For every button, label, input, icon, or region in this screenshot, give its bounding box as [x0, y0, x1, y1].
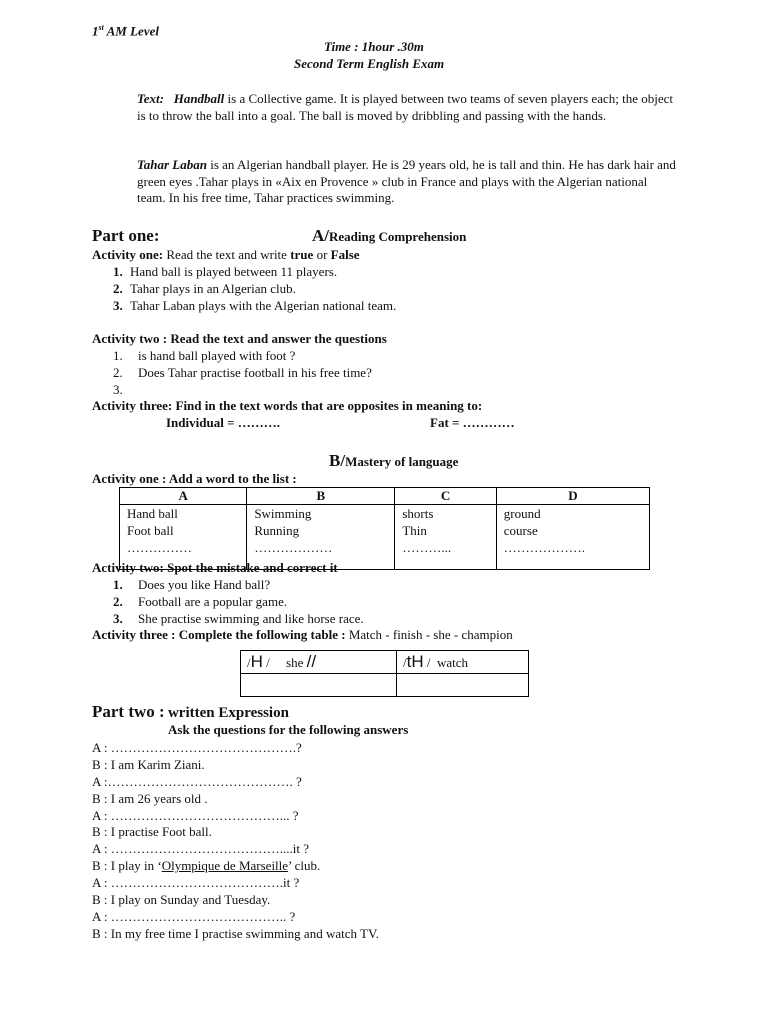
dialogue-line: B : I practise Foot ball. — [92, 824, 212, 840]
dialogue-line: A : ………………………………….it ? — [92, 875, 300, 891]
table-cell: /H / she // — [241, 651, 397, 674]
dialogue-line: A : ………………………………….. ? — [92, 908, 296, 924]
exam-title: Second Term English Exam — [294, 56, 445, 71]
activity-three-instruction: Activity three: Find in the text words that are opposites in meaning to: — [92, 398, 483, 413]
level-label: 1st AM Level — [92, 23, 159, 39]
opposite-individual: Individual = ………. — [166, 415, 280, 430]
dialogue-line: A : …………………………………….? — [92, 740, 302, 755]
b-activity-three-instruction: Activity three : Complete the following table : Match - finish - she - champion — [92, 627, 513, 642]
b-activity-two-instruction: Activity two: Spot the mistake and correct it — [92, 560, 338, 575]
club-name: Olympique de Marseille — [161, 858, 289, 874]
part-two-title: Part two : written Expression — [92, 702, 289, 721]
section-b-heading: B/Mastery of language — [329, 451, 459, 470]
sounds-table — [240, 650, 529, 697]
list-item: 3. — [113, 382, 123, 397]
text-paragraph-2: Tahar Laban is an Algerian handball player. He is 29 years old, he is tall and thin. He has dark hair and green eyes .Tahar plays in «Aix en Provence » club in France and plays with the Algerian national team. In his free time, Tahar practices swimming. — [137, 157, 676, 205]
table-cell — [397, 674, 529, 697]
b-activity-two-list — [113, 576, 364, 627]
dialogue-line: B : I am Karim Ziani. — [92, 756, 205, 772]
table-cell: ground course ………………. — [496, 505, 649, 570]
list-item: 1. Hand ball is played between 11 players. — [113, 264, 338, 279]
b-activity-one-instruction: Activity one : Add a word to the list : — [92, 471, 297, 486]
dialogue-line: B : I am 26 years old . — [92, 790, 208, 806]
dialogue-line: B : I play on Sunday and Tuesday. — [92, 892, 271, 908]
part-one-title: Part one: — [92, 226, 160, 245]
activity-two-list — [113, 347, 372, 398]
list-item: 3. Tahar Laban plays with the Algerian national team. — [113, 298, 397, 313]
word-list-table — [119, 487, 650, 570]
section-a-heading: A/Reading Comprehension — [312, 226, 467, 245]
activity-one-instruction: Activity one: Read the text and write true or False — [92, 247, 360, 262]
list-item: 2. Football are a popular game. — [113, 594, 288, 609]
list-item: 1. Does you like Hand ball? — [113, 577, 271, 592]
text-paragraph-1: Text: Handball is a Collective game. It is played between two teams of seven players each; the object is to throw the ball into a goal. The ball is moved by dribbling and passing with the hands. — [137, 91, 673, 123]
dialogue-line: A :……………………………………. ? — [92, 773, 302, 789]
table-cell: shorts Thin ………... — [395, 505, 496, 570]
dialogue-list — [92, 739, 379, 942]
dialogue-line: B : I play in ‘Olympique de Marseille’ club. — [92, 858, 321, 874]
list-item: 2. Does Tahar practise football in his free time? — [113, 365, 372, 380]
list-item: 3. She practise swimming and like horse race. — [113, 611, 364, 626]
opposite-fat: Fat = ………… — [430, 415, 515, 430]
dialogue-line: B : In my free time I practise swimming and watch TV. — [92, 925, 379, 941]
activity-one-list — [113, 263, 396, 314]
table-cell: Swimming Running ……………… — [247, 505, 395, 570]
table-cell: /tH / watch — [397, 651, 529, 674]
activity-two-instruction: Activity two : Read the text and answer the questions — [92, 331, 387, 346]
dialogue-line: A : …………………………………....it ? — [92, 841, 310, 857]
table-cell: Hand ball Foot ball …………… — [120, 505, 247, 570]
table-header: C — [395, 488, 496, 505]
part-two-instruction: Ask the questions for the following answers — [168, 722, 409, 737]
list-item: 2. Tahar plays in an Algerian club. — [113, 281, 296, 296]
exam-time: Time : 1hour .30m — [324, 39, 424, 54]
list-item: 1. is hand ball played with foot ? — [113, 348, 296, 363]
table-header: A — [120, 488, 247, 505]
table-cell — [241, 674, 397, 697]
table-header: B — [247, 488, 395, 505]
dialogue-line: A : …………………………………... ? — [92, 807, 299, 823]
table-header: D — [496, 488, 649, 505]
